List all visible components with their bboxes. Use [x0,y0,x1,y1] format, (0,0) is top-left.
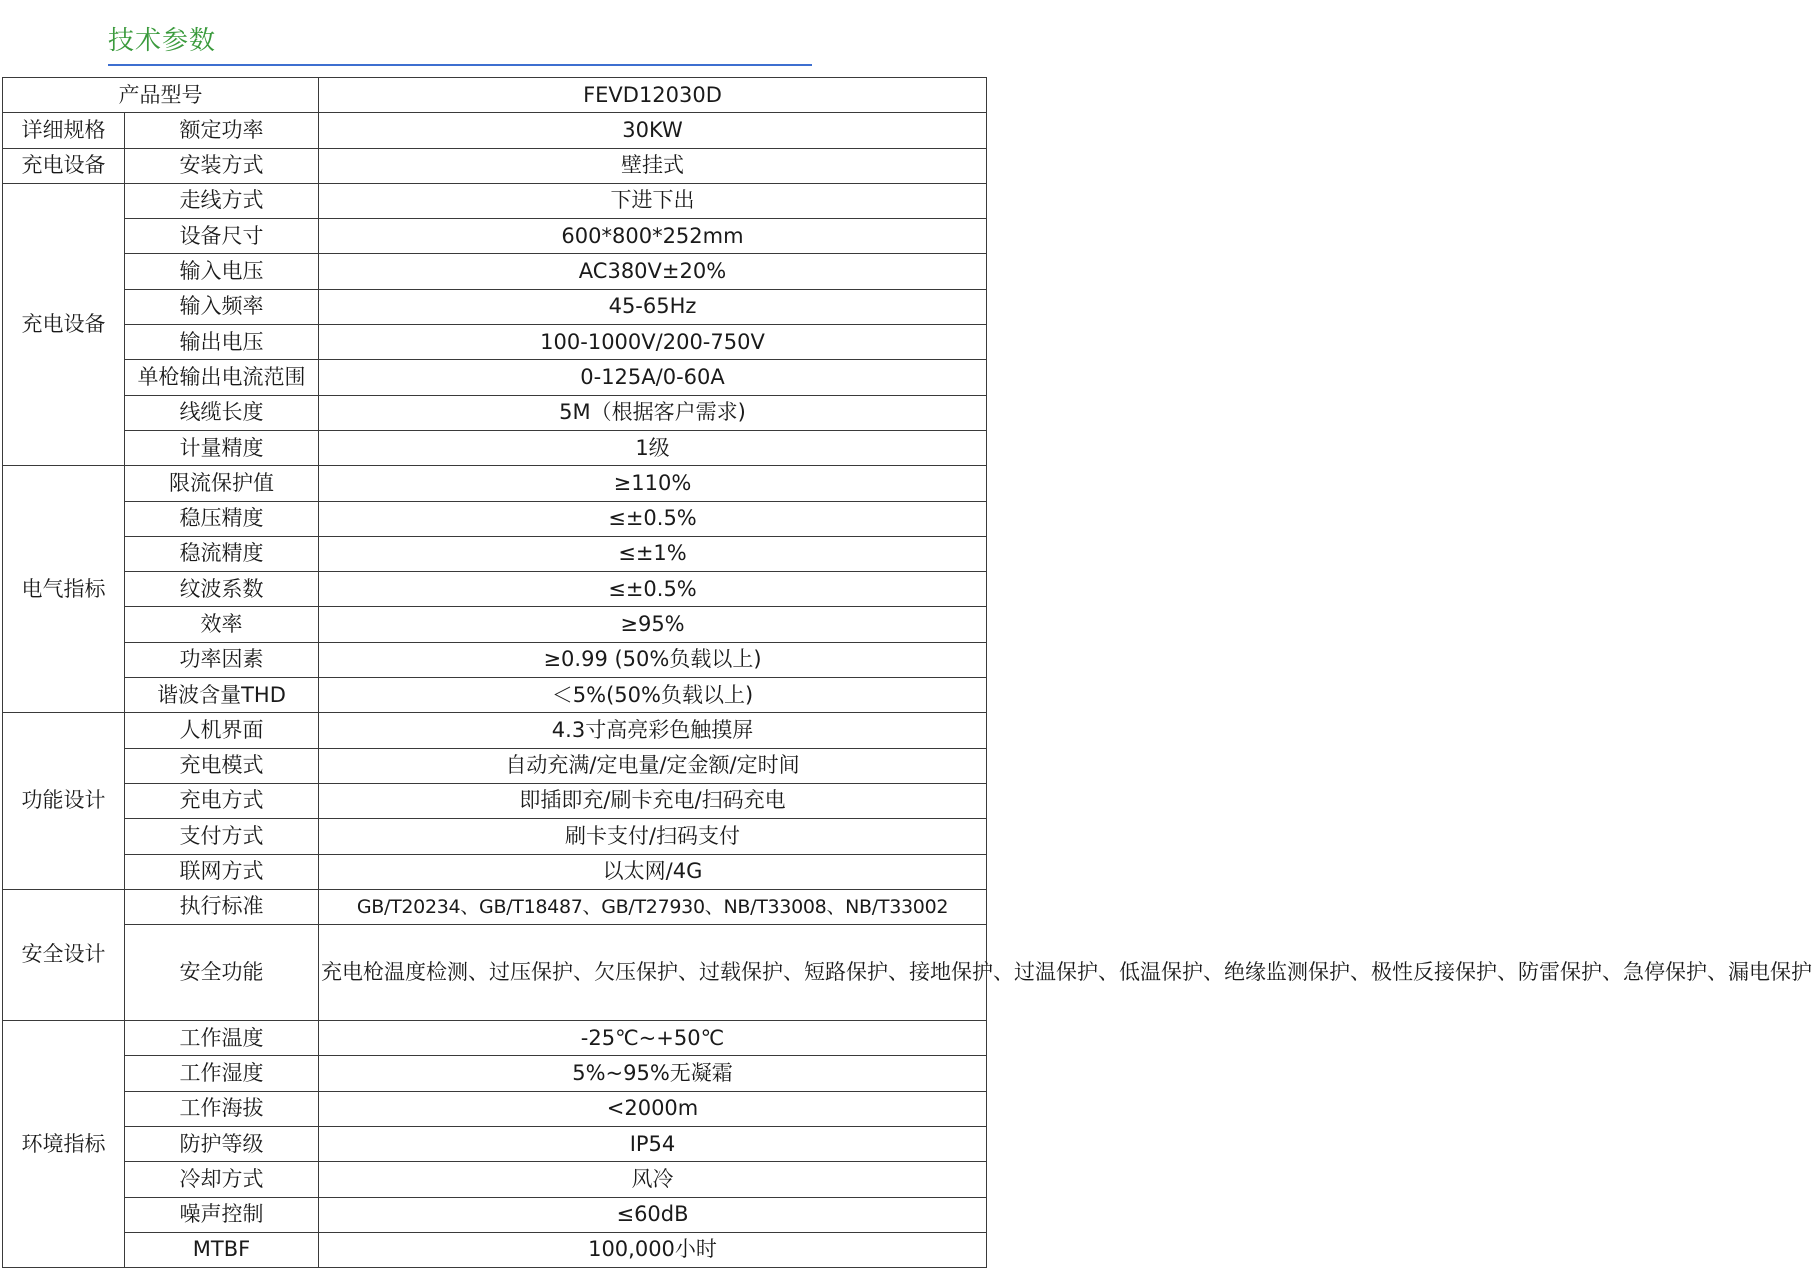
table-row [3,713,987,748]
param-value: ≥0.99 (50%负载以上) [319,642,987,677]
category-cell: 功能设计 [3,713,125,889]
table-row [3,678,987,713]
table-row [3,1091,987,1126]
page-title: 技术参数 [108,26,217,56]
param-label: 噪声控制 [125,1197,319,1232]
param-value: 100,000小时 [319,1232,987,1267]
table-row [3,1162,987,1197]
param-label: 充电方式 [125,783,319,818]
param-label: 执行标准 [125,889,319,924]
table-row [3,1197,987,1232]
table-row [3,254,987,289]
table-row [3,289,987,324]
table-row [3,783,987,818]
table-row [3,748,987,783]
param-label: 限流保护值 [125,466,319,501]
param-label: 单枪输出电流范围 [125,360,319,395]
table-row [3,360,987,395]
param-value: 45-65Hz [319,289,987,324]
param-label: 充电模式 [125,748,319,783]
category-cell: 电气指标 [3,466,125,713]
spec-table [2,77,1812,1268]
table-row [3,642,987,677]
param-label: 纹波系数 [125,572,319,607]
param-value: ＜5%(50%负载以上) [319,678,987,713]
param-value: 30KW [319,113,987,148]
param-value: 0-125A/0-60A [319,360,987,395]
param-label: 工作湿度 [125,1056,319,1091]
param-label: 输出电压 [125,325,319,360]
param-label: 额定功率 [125,113,319,148]
param-label: 输入频率 [125,289,319,324]
param-label: 输入电压 [125,254,319,289]
param-label: 效率 [125,607,319,642]
param-value: ≤±1% [319,536,987,571]
param-value: 下进下出 [319,183,987,218]
param-value: ≥95% [319,607,987,642]
param-label: 冷却方式 [125,1162,319,1197]
table-row [3,1232,987,1267]
param-value: 5M（根据客户需求) [319,395,987,430]
table-row [3,1021,987,1056]
param-value: 1级 [319,430,987,465]
param-value: -25℃~+50℃ [319,1021,987,1056]
param-value: 自动充满/定电量/定金额/定时间 [319,748,987,783]
table-row [3,572,987,607]
param-label: 线缆长度 [125,395,319,430]
param-label: 安装方式 [125,148,319,183]
table-row [3,466,987,501]
model-value: FEVD12030D [319,78,987,113]
table-row [3,148,987,183]
table-row [3,430,987,465]
param-value: 即插即充/刷卡充电/扫码充电 [319,783,987,818]
param-label: 工作温度 [125,1021,319,1056]
param-label: 走线方式 [125,183,319,218]
table-row [3,819,987,854]
table-row [3,325,987,360]
param-value: 600*800*252mm [319,219,987,254]
title-underline [108,64,812,66]
param-label: 稳压精度 [125,501,319,536]
param-value: IP54 [319,1127,987,1162]
param-label: 设备尺寸 [125,219,319,254]
table-row [3,889,987,924]
table-row [3,536,987,571]
param-value: 刷卡支付/扫码支付 [319,819,987,854]
param-value: <2000m [319,1091,987,1126]
table-row [3,854,987,889]
table-row [3,925,987,1021]
param-value: 壁挂式 [319,148,987,183]
param-label: MTBF [125,1232,319,1267]
param-label: 稳流精度 [125,536,319,571]
param-value: 5%~95%无凝霜 [319,1056,987,1091]
table-row [3,607,987,642]
param-label: 计量精度 [125,430,319,465]
category-cell: 充电设备 [3,183,125,465]
category-cell: 环境指标 [3,1021,125,1268]
table-row [3,113,987,148]
param-label: 工作海拔 [125,1091,319,1126]
table-row [3,1127,987,1162]
param-value: ≤60dB [319,1197,987,1232]
table-row [3,183,987,218]
table-row [3,1056,987,1091]
table-row [3,78,987,113]
category-cell: 详细规格 [3,113,125,148]
param-value: 100-1000V/200-750V [319,325,987,360]
param-value: ≤±0.5% [319,501,987,536]
param-label: 人机界面 [125,713,319,748]
param-label: 支付方式 [125,819,319,854]
param-value: 充电枪温度检测、过压保护、欠压保护、过载保护、短路保护、接地保护、过温保护、低温保护、绝缘监测保护、极性反接保护、防雷保护、急停保护、漏电保护 [319,925,987,1021]
param-value: AC380V±20% [319,254,987,289]
param-value: ≤±0.5% [319,572,987,607]
param-label: 功率因素 [125,642,319,677]
param-value: ≥110% [319,466,987,501]
param-value: GB/T20234、GB/T18487、GB/T27930、NB/T33008、NB/T33002 [319,889,987,924]
category-cell: 安全设计 [3,889,125,1020]
param-label: 防护等级 [125,1127,319,1162]
param-value: 4.3寸高亮彩色触摸屏 [319,713,987,748]
param-label: 联网方式 [125,854,319,889]
param-value: 以太网/4G [319,854,987,889]
param-label: 安全功能 [125,925,319,1021]
param-value: 风冷 [319,1162,987,1197]
table-row [3,395,987,430]
table-row [3,219,987,254]
model-label: 产品型号 [3,78,319,113]
category-cell: 充电设备 [3,148,125,183]
table-row [3,501,987,536]
param-label: 谐波含量THD [125,678,319,713]
